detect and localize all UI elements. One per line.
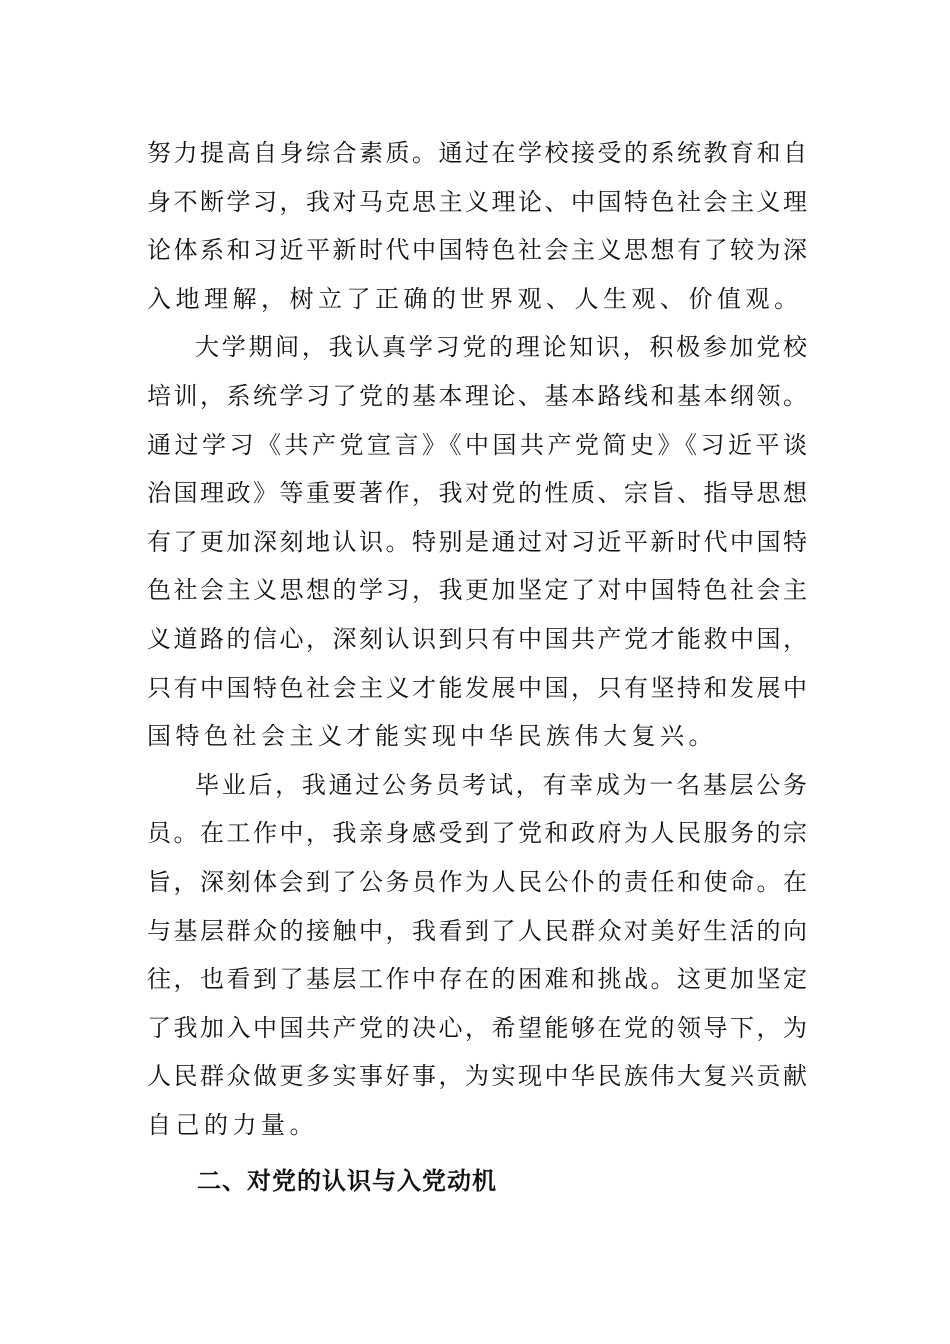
text-line: 国特色社会主义才能实现中华民族伟大复兴。 [147,722,717,751]
text-line: 人民群众做更多实事好事，为实现中华民族伟大复兴贡献 [147,1062,807,1091]
paragraph-1 [147,129,807,323]
text-line: 毕业后，我通过公务员考试，有幸成为一名基层公务 [195,770,807,799]
text-line: 了我加入中国共产党的决心，希望能够在党的领导下，为 [147,1013,807,1042]
section-heading: 二、对党的认识与入党动机 [197,1167,497,1196]
text-line: 往，也看到了基层工作中存在的困难和挑战。这更加坚定 [147,965,807,994]
paragraph-3 [147,761,807,1150]
text-line: 义道路的信心，深刻认识到只有中国共产党才能救中国， [147,624,807,653]
text-line: 治国理政》等重要著作，我对党的性质、宗旨、指导思想 [147,479,807,508]
text-line: 培训，系统学习了党的基本理论、基本路线和基本纲领。 [147,381,807,410]
text-line: 大学期间，我认真学习党的理论知识，积极参加党校 [195,333,807,362]
text-line: 努力提高自身综合素质。通过在学校接受的系统教育和自 [147,139,807,167]
paragraph-2 [147,323,807,760]
text-line: 员。在工作中，我亲身感受到了党和政府为人民服务的宗 [147,819,807,848]
text-line: 自己的力量。 [147,1110,318,1139]
text-line: 有了更加深刻地认识。特别是通过对习近平新时代中国特 [147,527,807,556]
text-line: 论体系和习近平新时代中国特色社会主义思想有了较为深 [147,236,807,265]
text-line: 只有中国特色社会主义才能发展中国，只有坚持和发展中 [147,673,807,702]
text-line: 通过学习《共产党宣言》《中国共产党简史》《习近平谈 [147,430,807,459]
text-line: 入地理解，树立了正确的世界观、人生观、价值观。 [147,284,803,313]
text-line: 身不断学习，我对马克思主义理论、中国特色社会主义理 [147,187,807,216]
text-line: 与基层群众的接触中，我看到了人民群众对美好生活的向 [147,916,807,945]
text-line: 色社会主义思想的学习，我更加坚定了对中国特色社会主 [147,576,807,605]
text-line: 旨，深刻体会到了公务员作为人民公仆的责任和使命。在 [147,867,807,896]
document-body [147,129,807,1206]
